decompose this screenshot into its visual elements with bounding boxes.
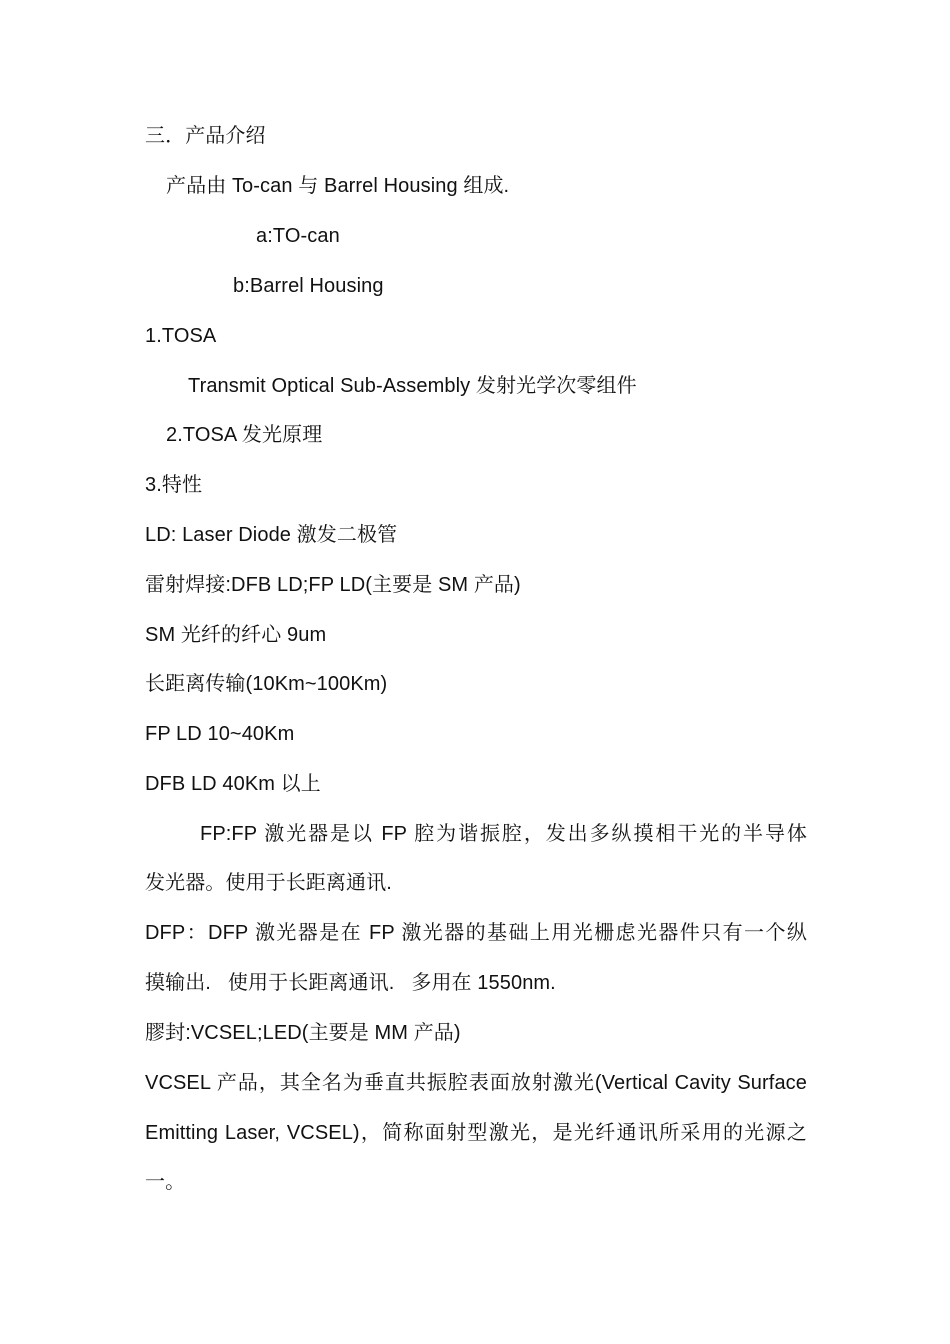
tosa-definition: Transmit Optical Sub-Assembly 发射光学次零组件 (188, 375, 637, 397)
tosa-heading: 1.TOSA (145, 325, 217, 347)
vcsel-description-line-2: Emitting Laser, VCSEL)，简称面射型激光，是光纤通讯所采用的光源之 (145, 1122, 807, 1144)
glue-seal-text: 膠封:VCSEL;LED(主要是 MM 产品) (145, 1022, 461, 1044)
dfp-description-line-2: 摸输出. 使用于长距离通讯. 多用在 1550nm. (145, 972, 556, 994)
laser-welding-text: 雷射焊接:DFB LD;FP LD(主要是 SM 产品) (145, 574, 521, 596)
ld-definition: LD: Laser Diode 激发二极管 (145, 524, 398, 546)
long-distance-text: 长距离传输(10Km~100Km) (145, 673, 388, 695)
vcsel-description-line-1: VCSEL 产品，其全名为垂直共振腔表面放射激光(Vertical Cavity Surface (145, 1072, 807, 1094)
intro-text: 产品由 To-can 与 Barrel Housing 组成. (166, 175, 510, 197)
tosa-principle-heading: 2.TOSA 发光原理 (166, 424, 323, 446)
dfb-range-text: DFB LD 40Km 以上 (145, 773, 321, 795)
dfp-description-line-1: DFP：DFP 激光器是在 FP 激光器的基础上用光栅虑光器件只有一个纵 (145, 922, 807, 944)
part-b-item: b:Barrel Housing (233, 275, 384, 297)
fp-description-line-2: 发光器。使用于长距离通讯. (145, 872, 392, 894)
vcsel-description-line-3: 一。 (145, 1171, 186, 1193)
features-heading: 3.特性 (145, 474, 203, 496)
part-a-item: a:TO-can (256, 225, 340, 247)
section-title: 三．产品介绍 (145, 125, 266, 147)
sm-core-text: SM 光纤的纤心 9um (145, 624, 327, 646)
fp-range-text: FP LD 10~40Km (145, 723, 295, 745)
fp-description-line-1: FP:FP 激光器是以 FP 腔为谐振腔，发出多纵摸相干光的半导体 (200, 823, 807, 845)
